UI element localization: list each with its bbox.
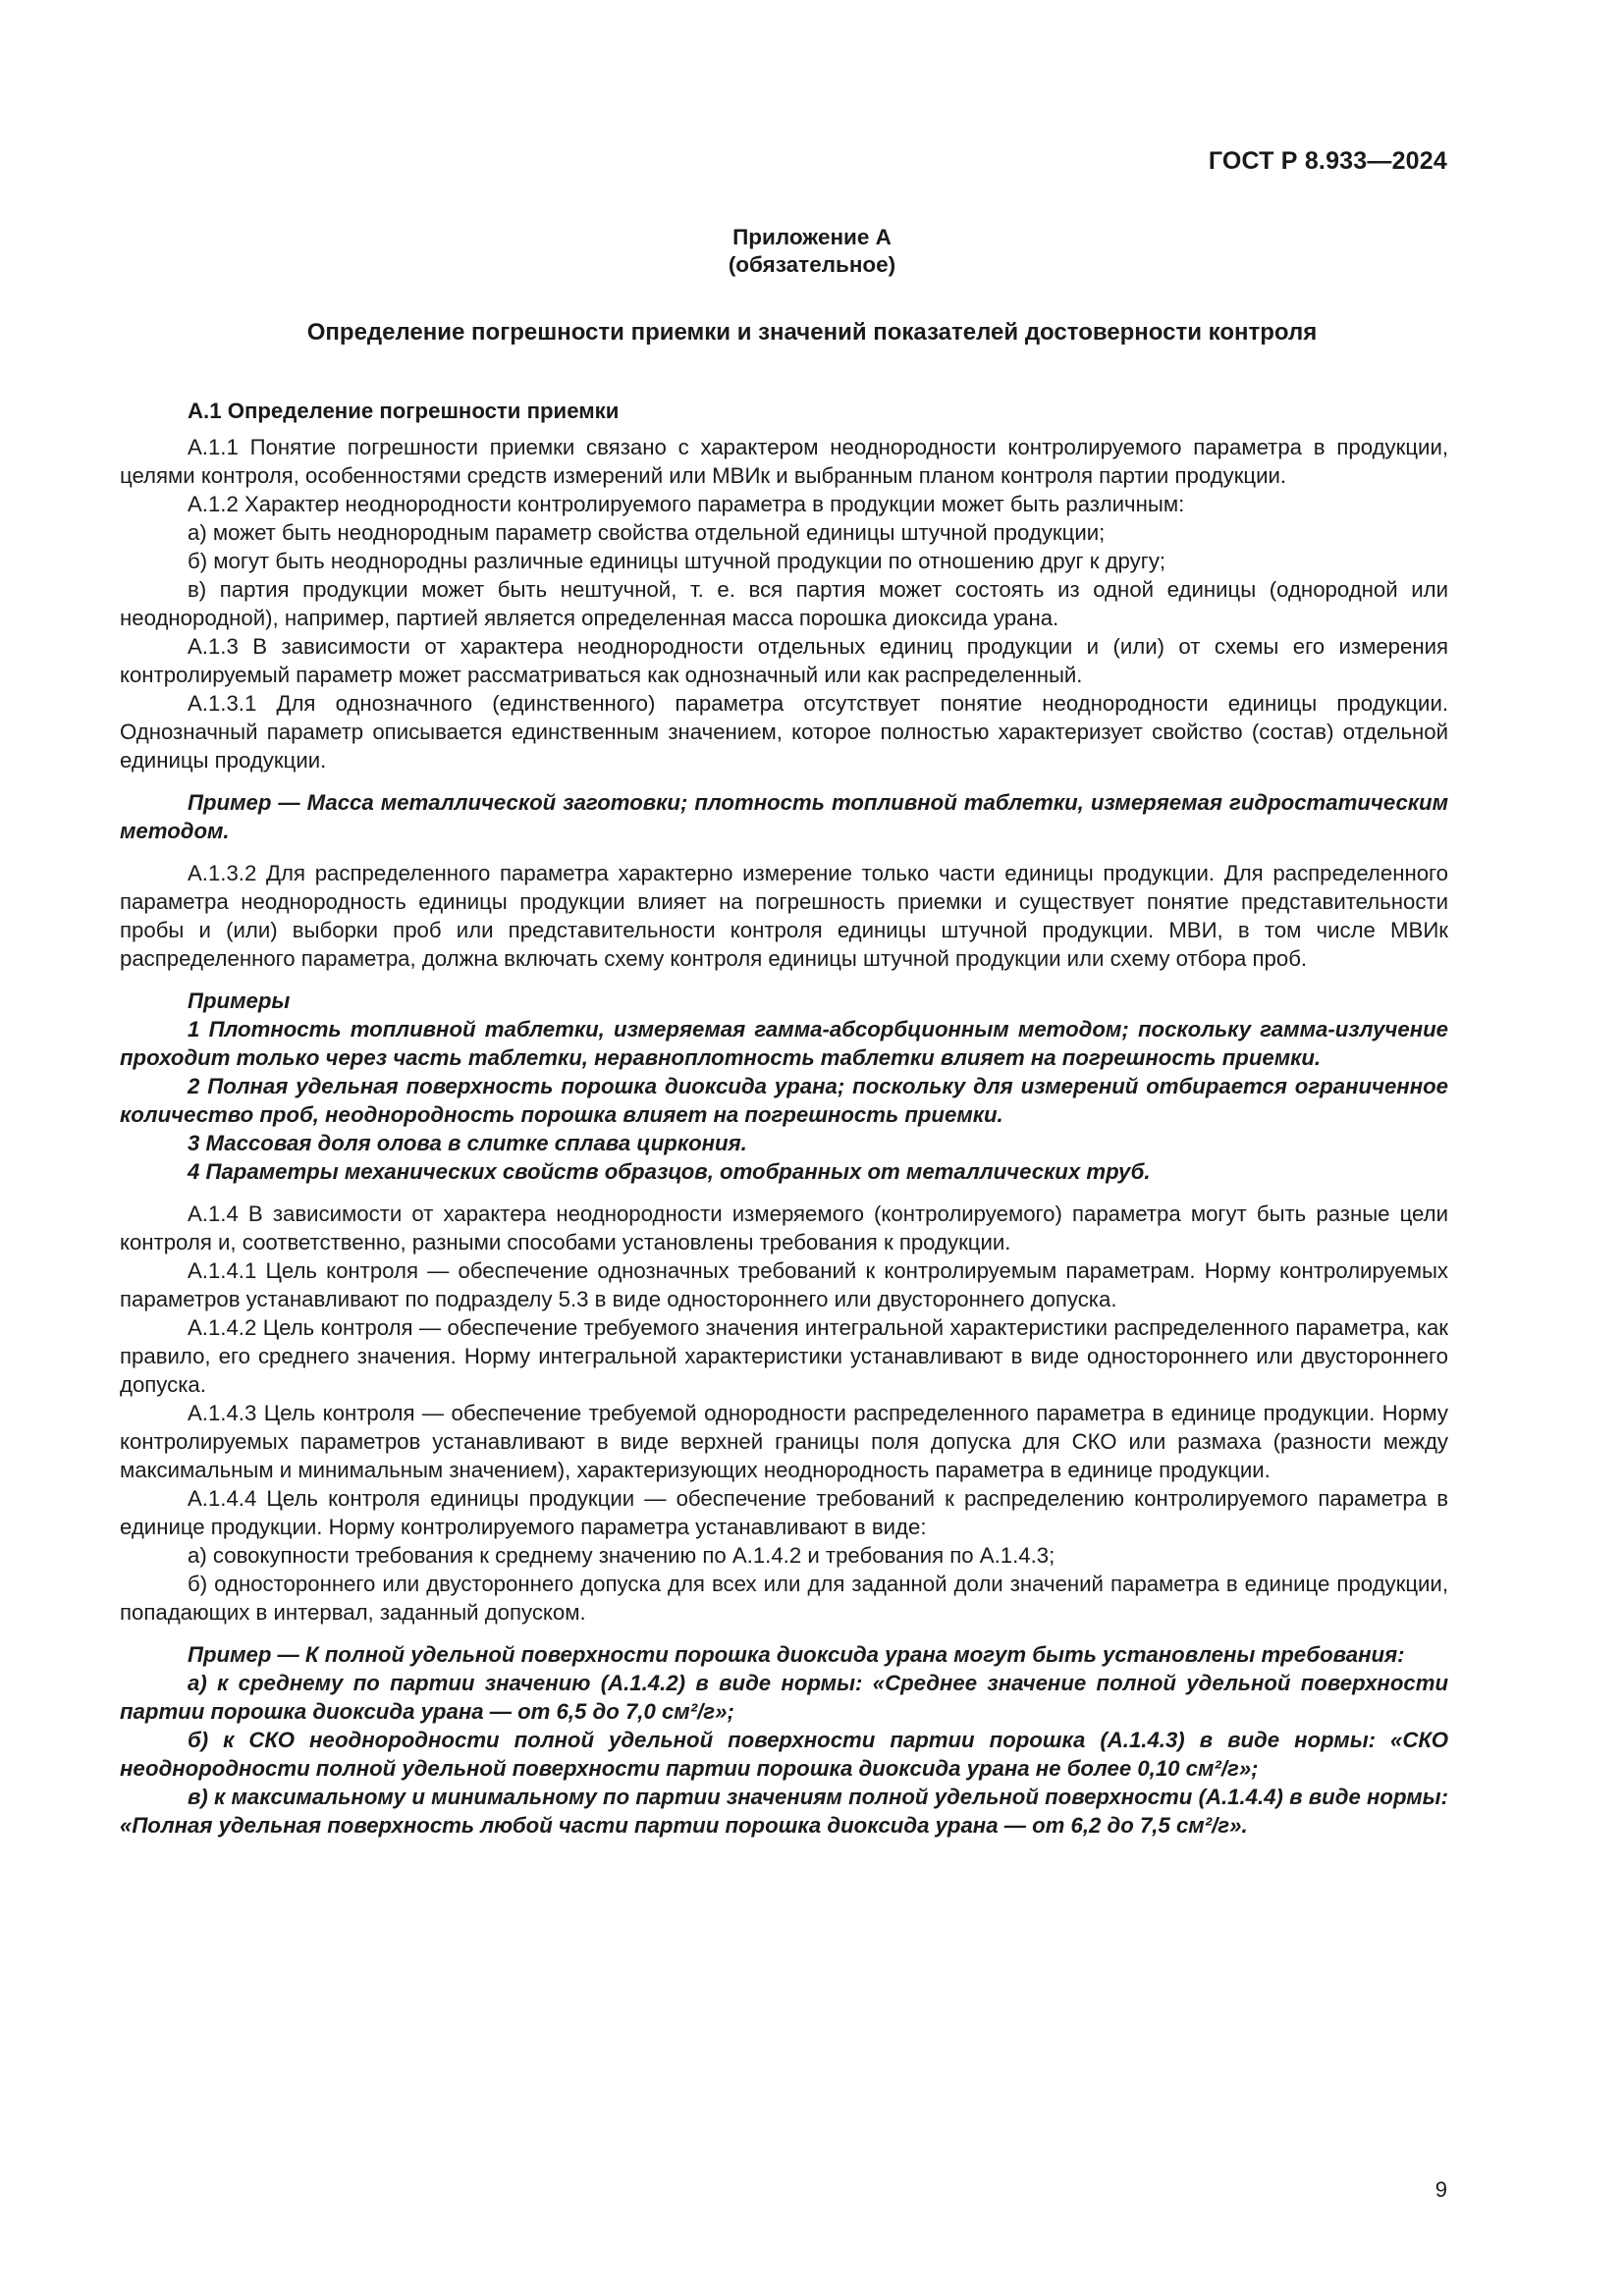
annex-status: (обязательное)	[728, 252, 896, 277]
paragraph-a1-3-2: А.1.3.2 Для распределенного параметра характерно измерение только части единицы продукции. Для распределенного параметра неоднородность единицы продукции влияет на погрешность приемки и существует понятие представительности пробы и (или) выборки проб или представительности контроля единицы штучной продукции. МВИ, в том числе МВИк распределенного параметра, должна включать схему контроля единицы штучной продукции или схему отбора проб.	[120, 861, 1448, 971]
paragraph-a1-3-1: А.1.3.1 Для однозначного (единственного) параметра отсутствует понятие неоднородности единицы продукции. Однозначный параметр описывается единственным значением, которое полностью характеризует свойство (состав) отдельной единицы продукции.	[120, 691, 1448, 773]
paragraph-a1-4: А.1.4 В зависимости от характера неоднородности измеряемого (контролируемого) параметра могут быть разные цели контроля и, соответственно, разными способами установлены требования к продукции.	[120, 1201, 1448, 1255]
page-number: 9	[1435, 2177, 1447, 2202]
paragraph-a1-3: А.1.3 В зависимости от характера неоднородности отдельных единиц продукции и (или) от схемы его измерения контролируемый параметр может рассматриваться как однозначный или как распределенный.	[120, 634, 1448, 687]
annex-heading	[0, 224, 1624, 279]
annex-label: Приложение А	[732, 225, 892, 249]
list-item-a1-2-c: в) партия продукции может быть нештучной, т. е. вся партия может состоять из одной единицы (однородной или неоднородной), например, партией является определенная масса порошка диоксида урана.	[120, 577, 1448, 630]
example-item-1: 1 Плотность топливной таблетки, измеряемая гамма-абсорбционным методом; поскольку гамма-излучение проходит только через часть таблетки, неравноплотность таблетки влияет на погрешность приемки.	[120, 1017, 1448, 1070]
example-item-4: 4 Параметры механических свойств образцов, отобранных от металлических труб.	[188, 1159, 1151, 1184]
example-item-3: 3 Массовая доля олова в слитке сплава циркония.	[188, 1131, 747, 1155]
paragraph-a1-2: А.1.2 Характер неоднородности контролируемого параметра в продукции может быть различным:	[188, 492, 1185, 516]
list-item-a1-4-4-a: а) совокупности требования к среднему значению по А.1.4.2 и требования по А.1.4.3;	[188, 1543, 1056, 1568]
example-item-2: 2 Полная удельная поверхность порошка диоксида урана; поскольку для измерений отбирается ограниченное количество проб, неоднородность порошка влияет на погрешность приемки.	[120, 1074, 1448, 1127]
example-a1-4-head: Пример — К полной удельной поверхности порошка диоксида урана могут быть установлены требования:	[188, 1642, 1405, 1667]
paragraph-a1-4-2: А.1.4.2 Цель контроля — обеспечение требуемого значения интегральной характеристики распределенного параметра, как правило, его среднего значения. Норму интегральной характеристики устанавливают в виде одностороннего или двустороннего допуска.	[120, 1315, 1448, 1397]
example-a1-4-c: в) к максимальному и минимальному по партии значениям полной удельной поверхности (А.1.4.4) в виде нормы: «Полная удельная поверхность любой части партии порошка диоксида урана — от 6,2 до 7,5 см²/г».	[120, 1785, 1448, 1838]
paragraph-a1-4-3: А.1.4.3 Цель контроля — обеспечение требуемой однородности распределенного параметра в единице продукции. Норму контролируемых параметров устанавливают в виде верхней границы поля допуска для СКО или размаха (разности между максимальным и минимальным значением), характеризующих неоднородность параметра в единице продукции.	[120, 1401, 1448, 1482]
annex-title: Определение погрешности приемки и значений показателей достоверности контроля	[306, 319, 1318, 346]
document-code: ГОСТ Р 8.933—2024	[1208, 147, 1447, 175]
list-item-a1-2-a: а) может быть неоднородным параметр свойства отдельной единицы штучной продукции;	[188, 520, 1106, 545]
examples-heading: Примеры	[188, 988, 291, 1013]
paragraph-a1-1: А.1.1 Понятие погрешности приемки связано с характером неоднородности контролируемого параметра в продукции, целями контроля, особенностями средств измерений или МВИк и выбранным планом контроля партии продукции.	[120, 435, 1448, 488]
paragraph-a1-4-4: А.1.4.4 Цель контроля единицы продукции — обеспечение требований к распределению контролируемого параметра в единице продукции. Норму контролируемого параметра устанавливают в виде:	[120, 1486, 1448, 1539]
list-item-a1-2-b: б) могут быть неоднородны различные единицы штучной продукции по отношению друг к другу;	[188, 549, 1166, 573]
list-item-a1-4-4-b: б) одностороннего или двустороннего допуска для всех или для заданной доли значений параметра в единице продукции, попадающих в интервал, заданный допуском.	[120, 1572, 1448, 1625]
paragraph-a1-4-1: А.1.4.1 Цель контроля — обеспечение однозначных требований к контролируемым параметрам. Норму контролируемых параметров устанавливают по подразделу 5.3 в виде одностороннего или двустороннего допуска.	[120, 1258, 1448, 1311]
example-a1-3-1: Пример — Масса металлической заготовки; плотность топливной таблетки, измеряемая гидростатическим методом.	[120, 790, 1448, 843]
document-body	[120, 397, 1448, 1840]
example-a1-4-b: б) к СКО неоднородности полной удельной поверхности партии порошка (А.1.4.3) в виде нормы: «СКО неоднородности полной удельной поверхности партии порошка диоксида урана не более 0,10 см²/г»;	[120, 1728, 1448, 1781]
section-heading-a1: А.1 Определение погрешности приемки	[188, 399, 620, 423]
example-a1-4-a: а) к среднему по партии значению (А.1.4.2) в виде нормы: «Среднее значение полной удельной поверхности партии порошка диоксида урана — от 6,5 до 7,0 см²/г»;	[120, 1671, 1448, 1724]
